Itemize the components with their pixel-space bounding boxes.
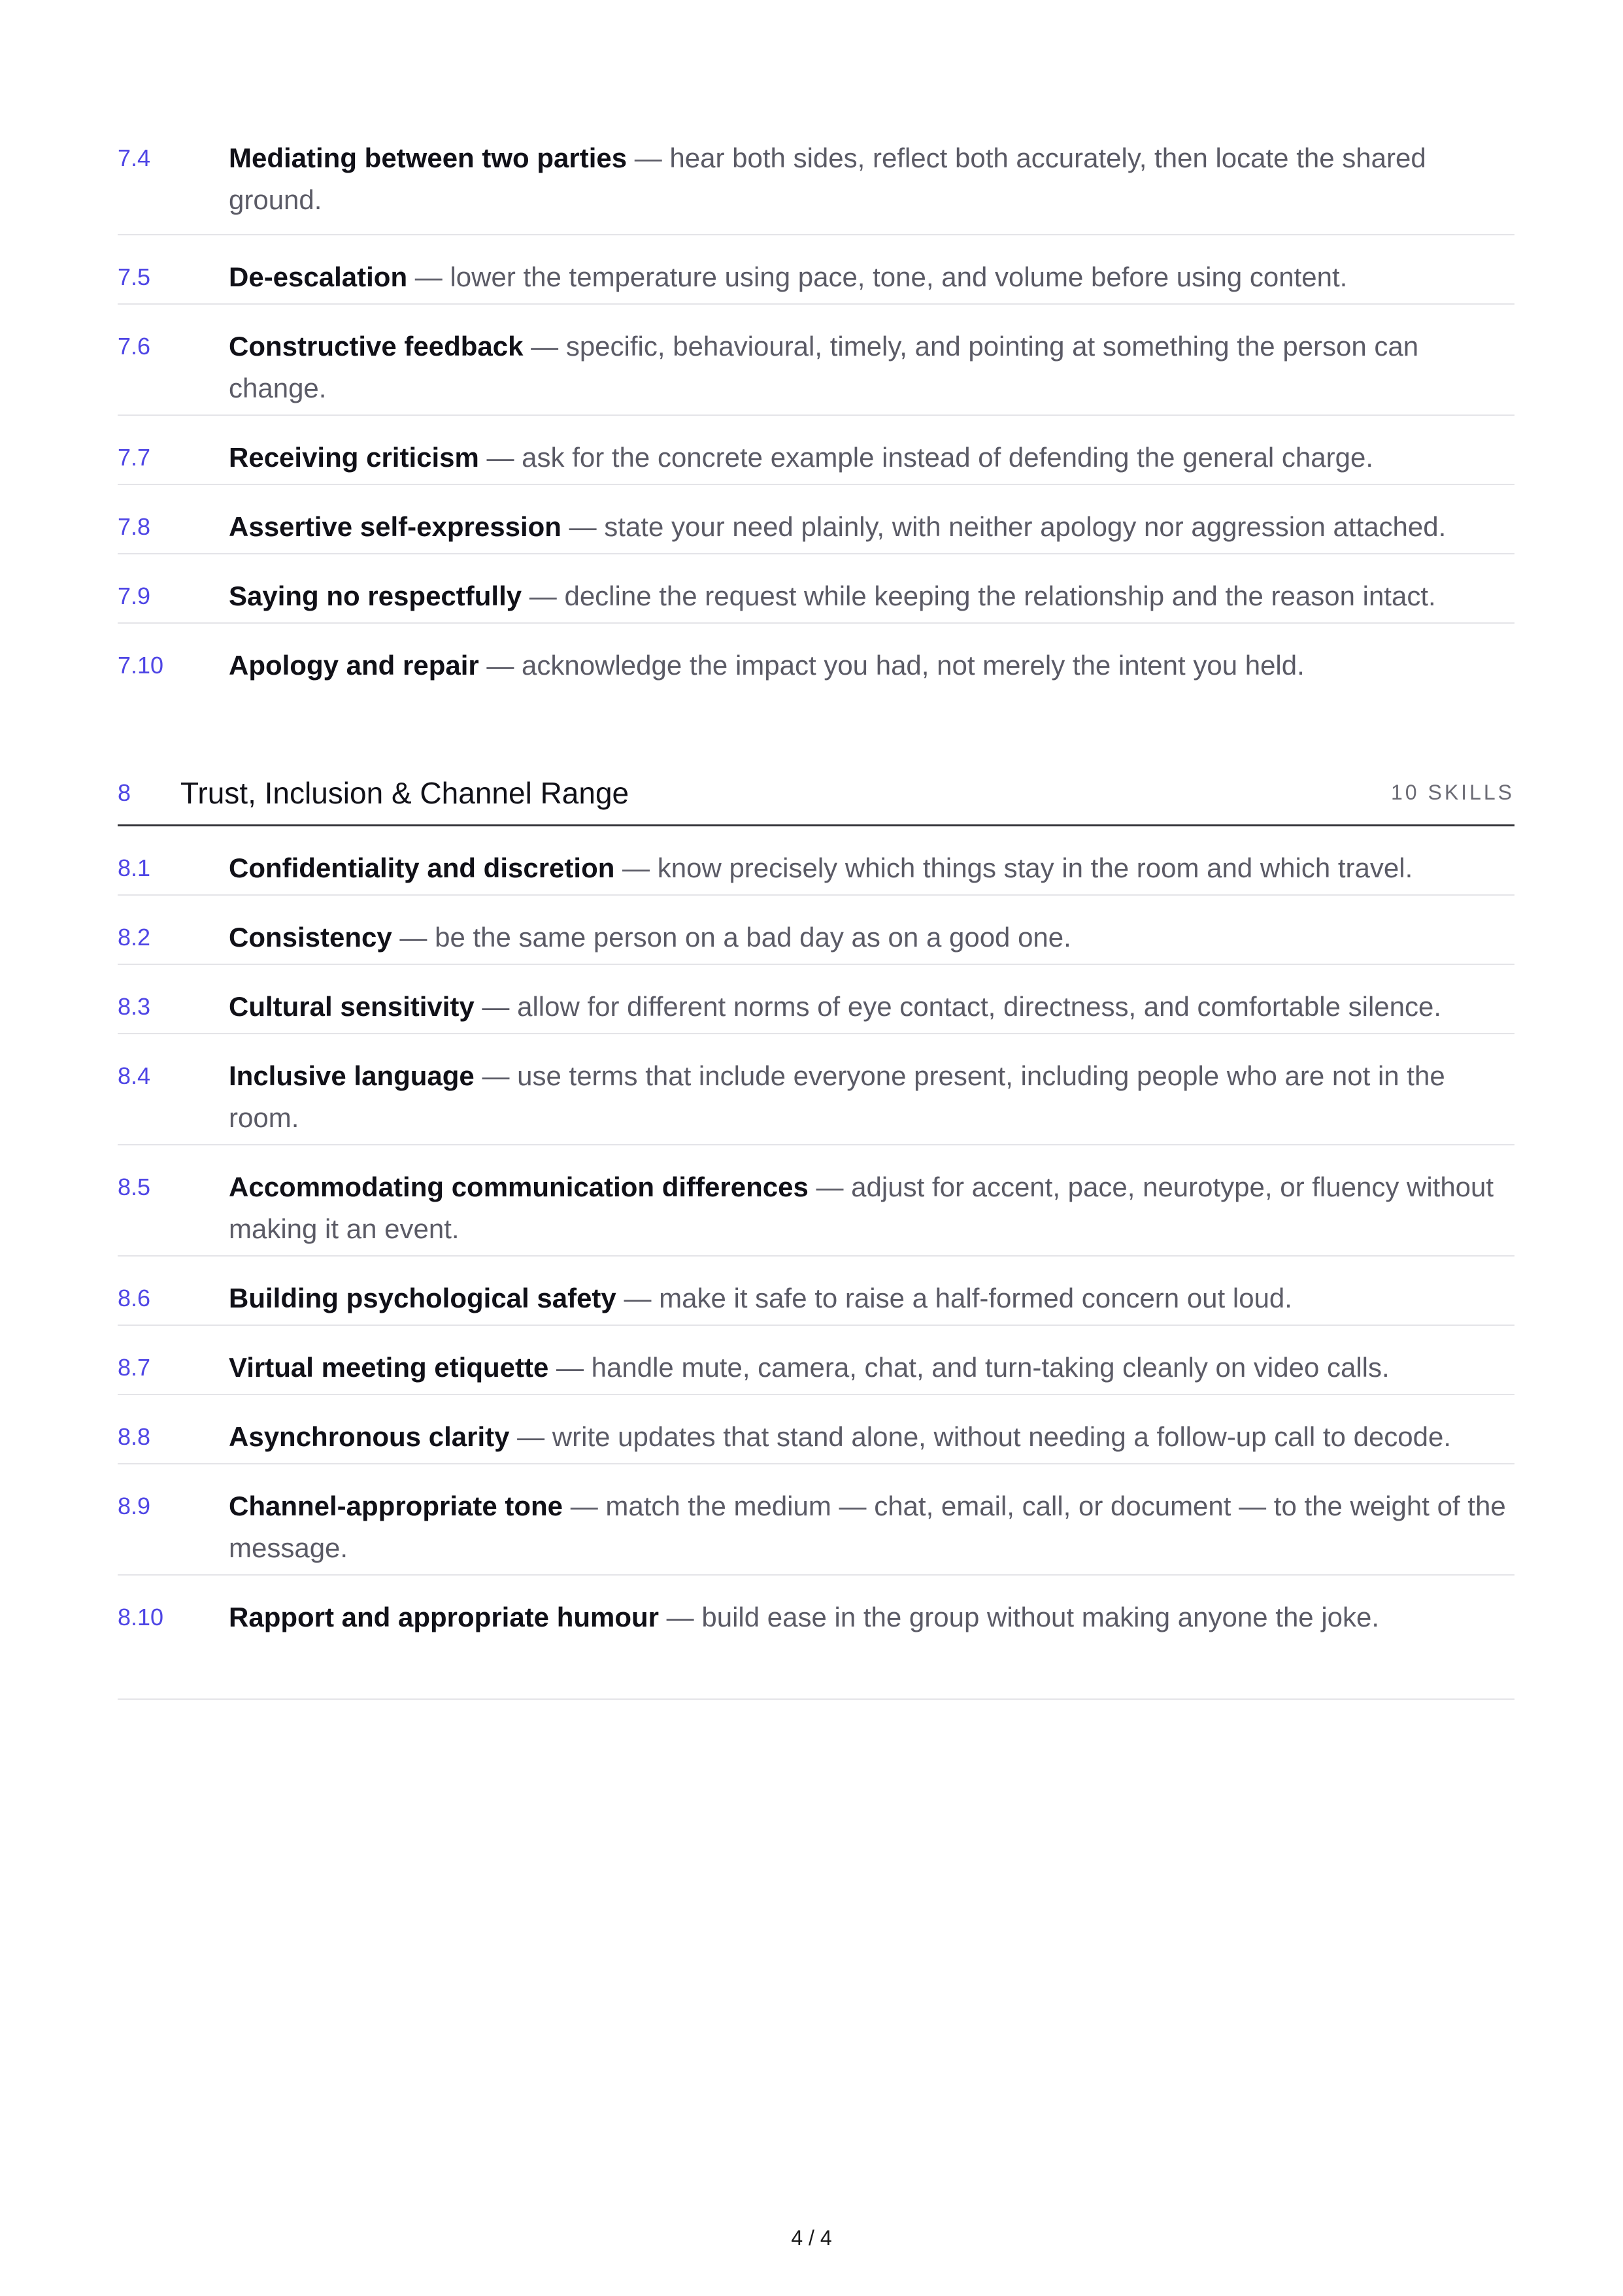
skill-name: De-escalation: [229, 262, 408, 292]
skill-name: Assertive self-expression: [229, 511, 561, 542]
skill-name: Asynchronous clarity: [229, 1421, 510, 1452]
skill-text: [229, 847, 1514, 889]
skill-text: [229, 1166, 1514, 1250]
skill-text: [229, 645, 1514, 686]
document-page: [118, 0, 1514, 1700]
skill-description: — adjust for accent, pace, neurotype, or fluency without making it an event.: [229, 1172, 1494, 1244]
skill-number: 8.4: [118, 1062, 151, 1089]
skill-text: [229, 917, 1514, 958]
section-header: [118, 761, 1514, 826]
skill-row: [118, 416, 1514, 485]
skill-description: — make it safe to raise a half-formed concern out loud.: [616, 1283, 1292, 1313]
skill-list-section-7: [118, 137, 1514, 693]
skill-text: [229, 1596, 1514, 1638]
skill-number: 7.4: [118, 144, 151, 171]
skill-text: [229, 137, 1514, 221]
skill-text: [229, 1347, 1514, 1389]
skill-row: [118, 896, 1514, 965]
skill-description: — lower the temperature using pace, tone, and volume before using content.: [407, 262, 1348, 292]
skill-description: — allow for different norms of eye contact, directness, and comfortable silence.: [474, 991, 1442, 1022]
skill-number: 7.10: [118, 652, 164, 679]
skill-number: 7.7: [118, 444, 151, 471]
skill-description: — match the medium — chat, email, call, or document — to the weight of the message.: [229, 1491, 1506, 1563]
skill-number: 8.8: [118, 1423, 151, 1450]
skill-name: Accommodating communication differences: [229, 1172, 809, 1202]
skill-name: Building psychological safety: [229, 1283, 616, 1313]
skill-text: [229, 256, 1514, 298]
skill-text: [229, 1485, 1514, 1569]
skill-number: 8.2: [118, 924, 151, 951]
skill-name: Virtual meeting etiquette: [229, 1352, 549, 1383]
skill-name: Cultural sensitivity: [229, 991, 475, 1022]
skill-text: [229, 506, 1514, 548]
skill-row: [118, 1326, 1514, 1395]
skill-row: [118, 1464, 1514, 1576]
skill-text: [229, 437, 1514, 479]
skill-row: [118, 485, 1514, 554]
skill-description: — decline the request while keeping the relationship and the reason intact.: [522, 581, 1436, 611]
skill-text: [229, 326, 1514, 409]
skill-text: [229, 1416, 1514, 1458]
skill-row: [118, 1034, 1514, 1145]
skill-row: [118, 235, 1514, 305]
skill-name: Mediating between two parties: [229, 143, 627, 173]
skill-description: — hear both sides, reflect both accurately, then locate the shared ground.: [229, 143, 1426, 215]
skill-name: Constructive feedback: [229, 331, 524, 362]
skill-description: — specific, behavioural, timely, and pointing at something the person can change.: [229, 331, 1419, 403]
skill-row: [118, 1576, 1514, 1645]
skill-number: 7.6: [118, 333, 151, 360]
skill-name: Confidentiality and discretion: [229, 853, 615, 883]
skill-name: Consistency: [229, 922, 392, 953]
skill-name: Rapport and appropriate humour: [229, 1602, 660, 1632]
skill-row: [118, 137, 1514, 235]
skill-row: [118, 826, 1514, 896]
skill-text: [229, 1277, 1514, 1319]
skill-description: — be the same person on a bad day as on a good one.: [392, 922, 1071, 953]
skill-name: Channel-appropriate tone: [229, 1491, 563, 1521]
skill-description: — state your need plainly, with neither apology nor aggression attached.: [561, 511, 1447, 542]
skill-description: — use terms that include everyone present, including people who are not in the room.: [229, 1060, 1445, 1133]
section-title: Trust, Inclusion & Channel Range: [180, 775, 629, 810]
skill-name: Inclusive language: [229, 1060, 475, 1091]
skill-number: 8.1: [118, 854, 151, 881]
skill-description: — acknowledge the impact you had, not merely the intent you held.: [478, 650, 1305, 681]
skill-row: [118, 965, 1514, 1034]
page-indicator: 4 / 4: [791, 2226, 832, 2250]
skill-number: 7.9: [118, 582, 151, 609]
skill-row: [118, 624, 1514, 693]
section-number: 8: [118, 779, 131, 806]
skill-number: 8.5: [118, 1173, 151, 1200]
skill-list-section-8: [118, 826, 1514, 1645]
skill-description: — build ease in the group without making anyone the joke.: [659, 1602, 1380, 1632]
skill-number: 8.10: [118, 1604, 164, 1630]
skill-name: Apology and repair: [229, 650, 479, 681]
skill-row: [118, 1257, 1514, 1326]
skill-text: [229, 575, 1514, 617]
section-skill-count: 10 SKILLS: [1391, 781, 1514, 804]
skill-text: [229, 1055, 1514, 1139]
skill-description: — ask for the concrete example instead of defending the general charge.: [478, 442, 1374, 473]
skill-row: [118, 554, 1514, 624]
skill-number: 7.8: [118, 513, 151, 540]
end-divider: [118, 1698, 1514, 1700]
skill-number: 8.6: [118, 1285, 151, 1311]
skill-row: [118, 305, 1514, 416]
skill-text: [229, 986, 1514, 1028]
skill-number: 8.9: [118, 1493, 151, 1519]
skill-number: 7.5: [118, 263, 151, 290]
skill-name: Saying no respectfully: [229, 581, 522, 611]
skill-description: — know precisely which things stay in the room and which travel.: [614, 853, 1413, 883]
skill-name: Receiving criticism: [229, 442, 479, 473]
skill-description: — handle mute, camera, chat, and turn-taking cleanly on video calls.: [548, 1352, 1390, 1383]
skill-row: [118, 1145, 1514, 1257]
skill-description: — write updates that stand alone, without needing a follow-up call to decode.: [509, 1421, 1452, 1452]
skill-number: 8.3: [118, 993, 151, 1020]
skill-row: [118, 1395, 1514, 1464]
skill-number: 8.7: [118, 1354, 151, 1381]
